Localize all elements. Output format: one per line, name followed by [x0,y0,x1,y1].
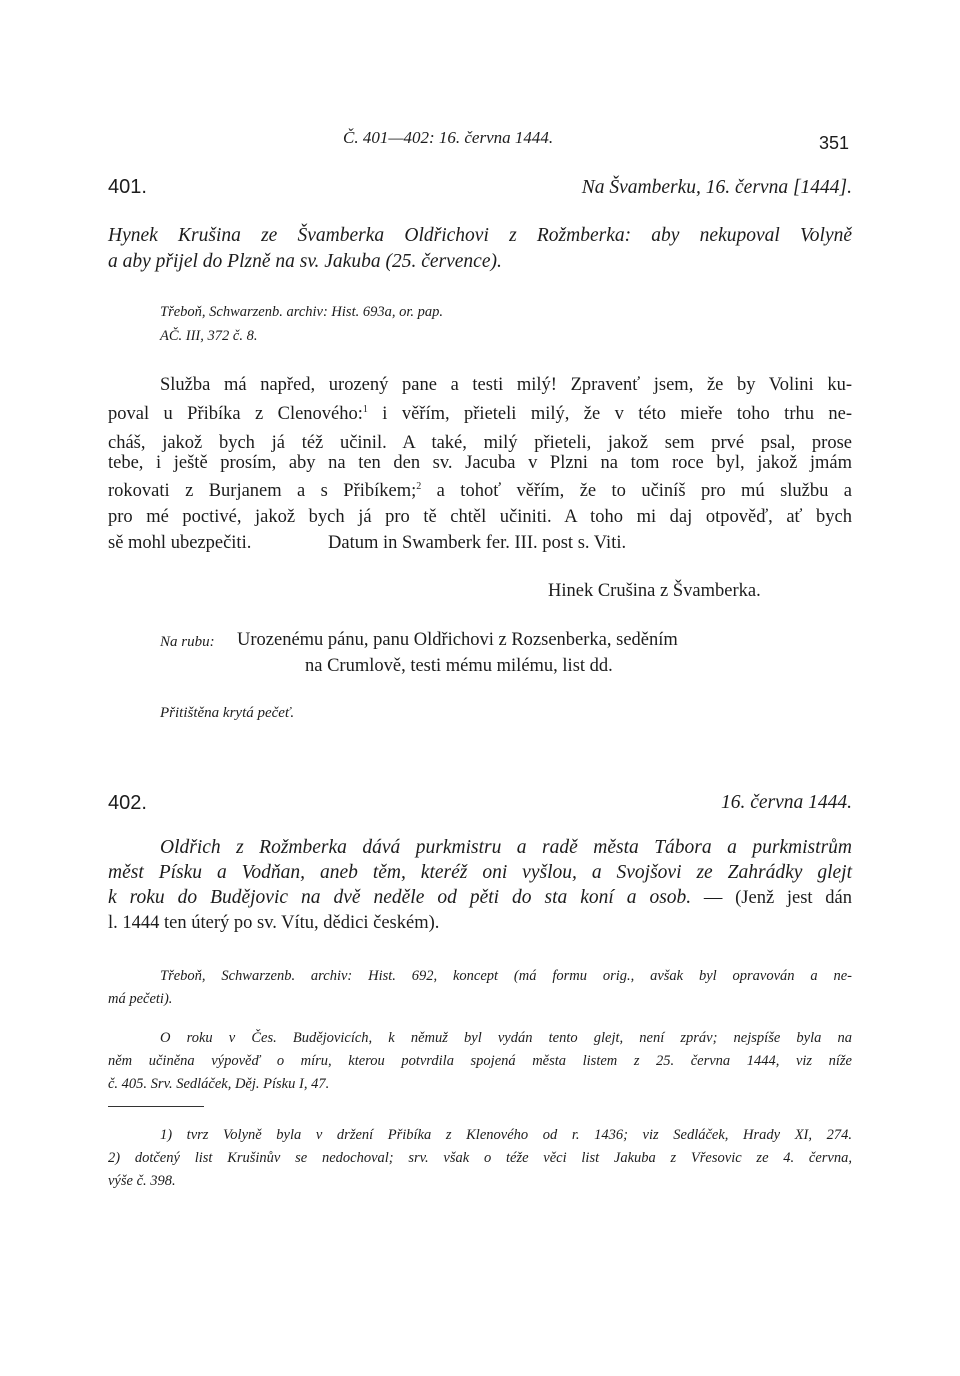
body-line: Služba má napřed, urozený pane a testi milý! Zpravenť jsem, že by Volini ku- [160,375,852,395]
editorial-note: něm učiněna výpověď o míru, kterou potvrdila spojená města listem z 25. června 1444, viz níže [108,1053,852,1069]
verso-text: na Crumlově, testi mému milému, list dd. [305,656,613,676]
footnote-divider [108,1106,204,1107]
signature: Hinek Crušina z Švamberka. [548,581,761,601]
archive-reference: má pečeti). [108,991,173,1007]
document-date-402: 16. června 1444. [720,792,852,813]
summary-line: Hynek Krušina ze Švamberka Oldřichovi z Rožmberka: aby nekupoval Volyně [108,225,852,246]
editorial-note: č. 405. Srv. Sedláček, Děj. Písku I, 47. [108,1076,330,1092]
page-number: 351 [819,133,850,153]
verso-text: Urozenému pánu, panu Oldřichovi z Rozsenberka, seděním [237,630,678,650]
verso-label: Na rubu: [160,634,215,650]
body-line: tebe, i ještě prosím, aby na ten den sv. Jacuba v Plzni na tom roce byl, jakož jmám [108,453,852,473]
footnote-mark: 2 [416,480,422,492]
archive-reference: AČ. III, 372 č. 8. [160,328,258,344]
editorial-note: O roku v Čes. Budějovicích, k němuž byl vydán tento glejt, není zpráv; nejspíše byla na [160,1030,852,1046]
dating-clause: Datum in Swamberk fer. III. post s. Viti. [328,533,627,553]
summary-line: měst Písku a Vodňan, aneb těm, kteréž oni vyšlou, a Svojšovi ze Zahrádky glejt [108,862,852,883]
summary-line: a aby přijel do Plzně na sv. Jakuba (25. července). [108,251,502,272]
document-place-date-401: Na Švamberku, 16. června [1444]. [581,177,852,198]
summary-line: k roku do Budějovic na dvě neděle od pěti do sta koní a osob. — (Jenž jest dán [108,887,852,908]
footnote: výše č. 398. [108,1173,176,1189]
body-line: poval u Přibíka z Clenového:$^1$ i věřím, přieteli milý, že v této mieře toho trhu ne- [108,403,852,424]
summary-line: Oldřich z Rožmberka dává purkmistru a radě města Tábora a purkmistrům [160,837,852,858]
seal-note: Přitištěna krytá pečeť. [160,705,295,721]
body-line: rokovati z Burjanem a s Přibíkem;$^2$ a tohoť věřím, že to učiníš pro mú službu a [108,480,852,501]
body-line: cháš, jakož bych já též učinil. A také, milý přieteli, jakož sem prvé psal, prose [108,433,852,453]
document-number-402: 402. [108,792,147,814]
footnote-mark: 1 [362,403,368,415]
summary-line: l. 1444 ten úterý po sv. Vítu, dědici českém). [108,913,440,933]
footnote: 2) dotčený list Krušinův se nedochoval; srv. však o téže věci list Jakuba z Vřesovic ze 4. června, [108,1150,852,1166]
running-title: Č. 401—402: 16. června 1444. [343,128,554,147]
body-line: sě mohl ubezpečiti. [108,533,252,553]
footnote: 1) tvrz Volyně byla v držení Přibíka z Klenového od r. 1436; viz Sedláček, Hrady XI, 274. [160,1127,852,1143]
archive-reference: Třeboň, Schwarzenb. archiv: Hist. 692, koncept (má formu orig., avšak byl opravován a ne- [160,968,852,984]
document-number-401: 401. [108,176,147,198]
body-line: pro mé poctivé, jakož bych já pro tě chtěl učiniti. A toho mi daj otpověď, ať bych [108,507,852,527]
archive-reference: Třeboň, Schwarzenb. archiv: Hist. 693a, or. pap. [160,304,444,320]
